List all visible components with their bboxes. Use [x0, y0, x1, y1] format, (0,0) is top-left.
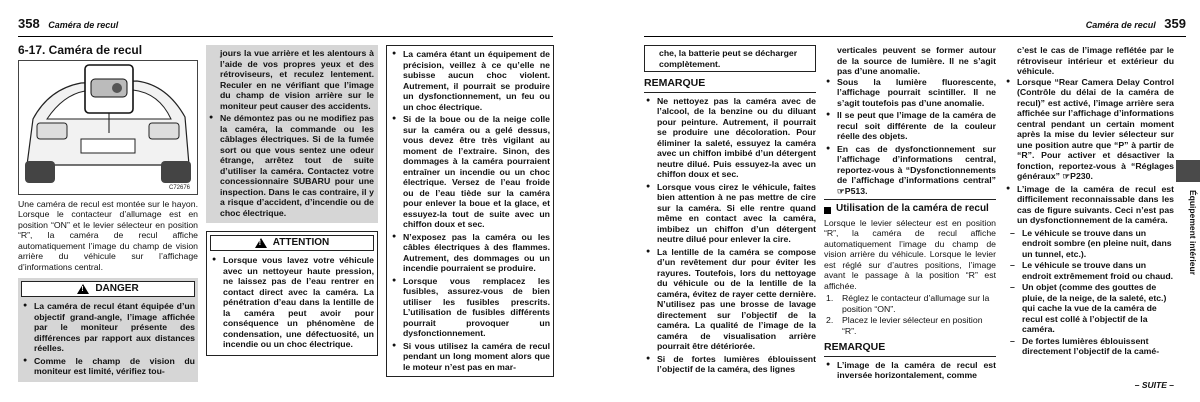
remarque-box-2 — [824, 356, 996, 381]
chapter-tab — [1176, 160, 1200, 182]
attention-title: ATTENTION — [272, 236, 330, 248]
usage-intro: Lorsque le levier sélecteur est en position “R”, la caméra de recul affiche automatiquement l’image du champ de vision arrière du véhicule. Lorsque le levier est réglé sur d’autres positions, l’image avant le passage à la position “R” est affichée. — [824, 217, 996, 291]
right-page-header — [1086, 16, 1186, 31]
figure-code: C72676 — [169, 184, 191, 191]
danger-title: DANGER — [95, 282, 139, 294]
remarque-item: ● Si de fortes lumières éblouissent l’objectif de la caméra, des lignes — [644, 354, 816, 375]
condition-item: – Le véhicule se trouve dans un endroit sombre (en pleine nuit, dans un tunnel, etc.). — [1004, 228, 1174, 260]
remarque-item: ● L’image de la caméra de recul est inversée horizontalement, comme — [824, 360, 996, 381]
left-col-1 — [18, 45, 198, 382]
attention-box — [206, 231, 378, 356]
remarque-title-1: REMARQUE — [644, 77, 706, 89]
continued-footer: – SUITE – — [1134, 380, 1174, 390]
remarque-item: ● Lorsque vous cirez le véhicule, faites bien attention à ne pas mettre de cire sur la caméra. Si elle rentre quand même en contact avec la caméra, imbibez un chiffon d’un détergent neutre dilué pour enlever la cire. — [644, 182, 816, 245]
remarque-box-1 — [644, 92, 816, 375]
left-col-2 — [206, 45, 378, 356]
danger-cont-item: ● Ne démontez pas ou ne modifiez pas la caméra, la commande ou les câblages électriques. Si de la fumée sort ou que vous sentez une odeur étrange, arrêtez tout de suite d’utiliser la caméra. Contactez votre concessionnaire SUBARU pour une inspection. Dans le cas contraire, il y a risque d’accident, d’incendie ou de choc électrique. — [207, 113, 374, 218]
right-page-number: 359 — [1164, 16, 1186, 31]
attention-box-end — [644, 45, 816, 72]
section-title: 6-17. Caméra de recul — [18, 43, 143, 57]
danger-box — [18, 278, 198, 382]
attention-end-text: che, la batterie peut se décharger complètement. — [659, 48, 798, 69]
danger-cont-text: jours la vue arrière et les alentours à l’aide de vos propres yeux et des rétroviseurs, et reculez lentement. Reculer en ne vérifiant que l’image du champ de vision arrière sur le moniteur peut causer des accidents. — [220, 48, 374, 111]
remarque-cont-item: ● En cas de dysfonctionnement sur l’affichage d’informations central, reportez-vous à “Dysfonctionnements de l’affichage d’informations central” ☞P513. — [824, 144, 996, 197]
right-col-3 — [1004, 45, 1174, 358]
danger-box-continued — [206, 45, 378, 223]
left-header-rule — [18, 36, 553, 37]
attention-box-continued — [386, 45, 554, 377]
right-col-2 — [824, 45, 996, 383]
left-col-3 — [386, 45, 554, 377]
usage-title: Utilisation de la caméra de recul — [836, 203, 989, 214]
attention-cont-item: ● N’exposez pas la caméra ou les câbles électriques à des flammes. Autrement, des dommages ou un incendie pourraient se produire. — [390, 232, 550, 274]
left-running-title: Caméra de recul — [48, 20, 119, 30]
condition-item: – Le véhicule se trouve dans un endroit extrêmement froid ou chaud. — [1004, 260, 1174, 281]
remarque2-cont-list — [1004, 77, 1174, 226]
right-running-title: Caméra de recul — [1085, 20, 1156, 30]
usage-heading — [824, 204, 996, 215]
remarque-item: ● Ne nettoyez pas la caméra avec de l’alcool, de la benzine ou du diluant pour peinture. Autrement, il pourrait se produire une décoloration. Pour éliminer la saleté, essuyez la caméra avec un chiffon imbibé d’un détergent neutre dilué. Puis essuyez-la avec un chiffon doux et sec. — [644, 96, 816, 180]
remarque2-cont-text: c’est le cas de l’image reflétée par le rétroviseur intérieur et extérieur du véhicule. — [1017, 45, 1174, 76]
remarque-cont-item: ● Sous la lumière fluorescente, l’affichage pourrait scintiller. Il ne s’agit toutefois pas d’une anomalie. — [824, 77, 996, 109]
remarque-cont-item: ● Il se peut que l’image de la caméra de recul soit différente de la couleur réelle des objets. — [824, 110, 996, 142]
attention-cont-item: ● Lorsque vous remplacez les fusibles, assurez-vous de bien utiliser les fusibles prescrits. L’utilisation de fusibles différents pourrait provoquer un dysfonctionnement. — [390, 276, 550, 339]
danger-item: ● Comme le champ de vision du moniteur est limité, vérifiez tou- — [21, 356, 195, 377]
left-page — [0, 0, 566, 402]
warning-triangle-icon: ! — [77, 284, 89, 294]
remarque-box-end — [824, 199, 996, 200]
right-header-rule — [644, 36, 1186, 37]
usage-steps — [824, 293, 996, 336]
danger-item: ● La caméra de recul étant équipée d’un objectif grand-angle, l’image affichée par le moniteur présente des différences par rapport aux distances réelles. — [21, 301, 195, 354]
square-bullet-icon — [824, 207, 831, 214]
remarque-list-1 — [644, 96, 816, 375]
remarque2-cont-item: ● L’image de la caméra de recul est difficilement reconnaissable dans les cas de figure suivants. Ceci n’est pas un dysfonctionnement de la caméra. — [1004, 184, 1174, 226]
usage-step: 2. Placez le levier sélecteur en position “R”. — [826, 315, 983, 336]
left-page-number: 358 — [18, 16, 40, 31]
remarque-cont-text: verticales peuvent se former autour de la source de lumière. Il ne s’agit pas d’une anomalie. — [837, 45, 996, 76]
attention-list — [210, 255, 374, 350]
attention-cont-list — [390, 49, 550, 372]
remarque-title-2: REMARQUE — [824, 341, 886, 353]
intro-text: Une caméra de recul est montée sur le hayon. Lorsque le contacteur d’allumage est en position “ON” et le levier sélecteur en position “R”, la caméra de recul affiche automatiquement l’image du champ de vision arrière du véhicule sur l’affichage d’informations central. — [18, 198, 198, 272]
right-col-1 — [644, 45, 816, 377]
attention-header — [210, 235, 374, 251]
danger-cont-list — [207, 113, 374, 218]
usage-step: 1. Réglez le contacteur d’allumage sur la position “ON”. — [826, 293, 990, 314]
right-page — [634, 0, 1200, 402]
page-gutter — [566, 0, 634, 402]
car-figure — [18, 60, 198, 195]
remarque-list-2 — [824, 360, 996, 381]
remarque-cont-list — [824, 77, 996, 197]
conditions-list — [1004, 228, 1174, 357]
danger-list — [21, 301, 195, 377]
condition-item: – De fortes lumières éblouissent directement l’objectif de la camé- — [1004, 336, 1174, 357]
attention-item: ● Lorsque vous lavez votre véhicule avec un nettoyeur haute pression, ne laissez pas de l’eau rentrer en contact direct avec la caméra. La pénétration d’eau dans la lentille de la caméra peut avoir pour conséquence un phénomène de condensation, une défectuosité, un incendie ou un choc électrique. — [210, 255, 374, 350]
attention-cont-item: ● Si de la boue ou de la neige colle sur la caméra ou a gelé dessus, vous devez être très vigilant au moment de l’extraire. Sinon, des dommages à la caméra pourraient entraîner un incendie ou un choc électrique. Versez de l’eau froide ou de l’eau tiède sur la caméra pour enlever la boue et la glace, et essuyez-la tout de suite avec un chiffon doux et sec. — [390, 114, 550, 230]
remarque-item: ● La lentille de la caméra se compose d’un revêtement dur pour éviter les rayures. Toutefois, lors du nettoyage du véhicule ou de la lentille de la caméra, évitez de rayer cette dernière. N’utilisez pas une brosse de lavage directement sur l’objectif de la caméra. La qualité de l’image de la caméra de visualisation arrière pourrait être détériorée. — [644, 247, 816, 352]
left-page-header — [18, 16, 118, 31]
car-rear-illustration — [19, 61, 197, 194]
caution-triangle-icon: ! — [255, 238, 267, 248]
danger-header — [21, 281, 195, 297]
chapter-side-label: Équipement intérieur — [1188, 190, 1198, 276]
remarque2-cont-item: ● Lorsque “Rear Camera Delay Control (Contrôle du délai de la caméra de recul)” est activé, l’image arrière sera affichée sur l’affichage d’informations central pendant un certain moment après la mise du levier sélecteur sur une position autre que “P” à partir de “R”. Pour activer et désactiver la fonction, reportez-vous à “Réglages généraux” ☞P230. — [1004, 77, 1174, 182]
attention-cont-item: ● Si vous utilisez la caméra de recul pendant un long moment alors que le moteur n’est pas en mar- — [390, 341, 550, 373]
condition-item: – Un objet (comme des gouttes de pluie, de la neige, de la saleté, etc.) qui cache la vue de la caméra de recul est collé à l’objectif de la caméra. — [1004, 282, 1174, 335]
attention-cont-item: ● La caméra étant un équipement de précision, veillez à ce qu’elle ne subisse aucun choc violent. Autrement, il pourrait se produire un dysfonctionnement, un feu ou un choc électrique. — [390, 49, 550, 112]
